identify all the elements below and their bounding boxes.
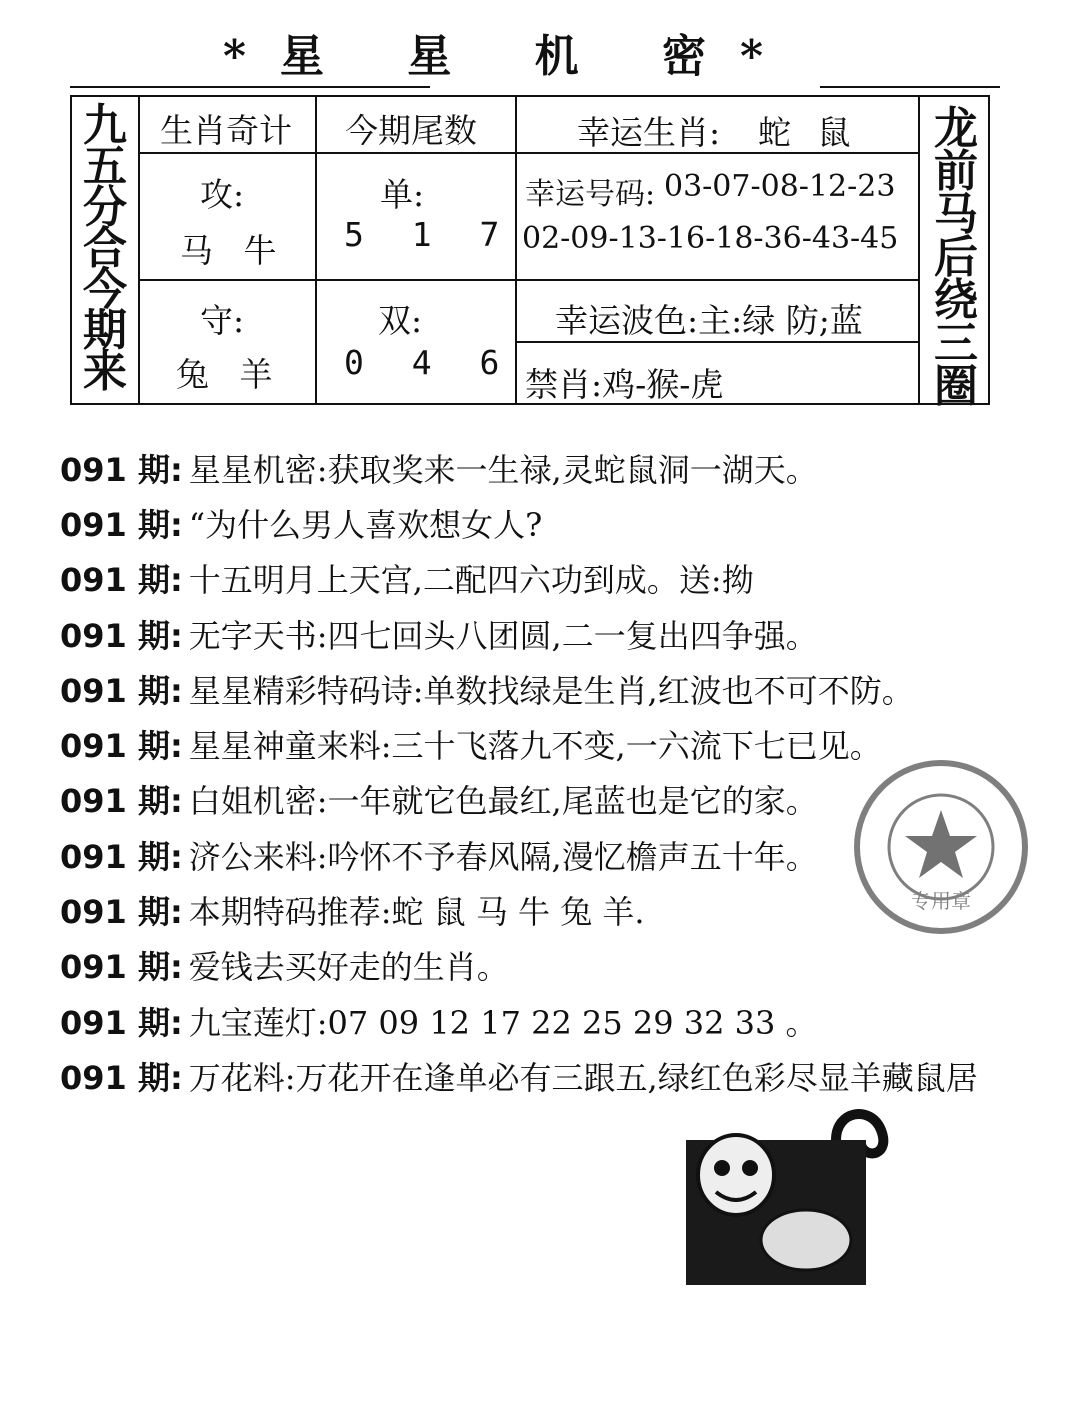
lucky-numbers-label: 幸运号码: xyxy=(525,177,656,212)
forbidden-zodiac: 禁肖:鸡-猴-虎 xyxy=(525,365,724,404)
info-table xyxy=(70,95,990,412)
lucky-numbers-row1: 03-07-08-12-23 xyxy=(664,169,896,204)
zodiac-header: 生肖奇计 xyxy=(160,111,292,150)
list-item: 091 期: 济公来料:吟怀不予春风隔,漫忆檐声五十年。 xyxy=(60,837,818,876)
title-rule-left xyxy=(70,86,430,88)
single-value: 5 1 7 xyxy=(344,215,514,254)
list-item: 091 期: 星星精彩特码诗:单数找绿是生肖,红波也不可不防。 xyxy=(60,671,914,710)
tail-header: 今期尾数 xyxy=(345,111,477,150)
divider xyxy=(315,97,317,403)
list-item: 091 期: 无字天书:四七回头八团圆,二一复出四争强。 xyxy=(60,616,818,655)
divider xyxy=(515,97,517,403)
monkey-illustration xyxy=(686,1100,916,1285)
double-value: 0 4 6 xyxy=(344,343,514,382)
list-item: 091 期: 十五明月上天宫,二配四六功到成。送:拗 xyxy=(60,561,754,600)
defend-label: 守: xyxy=(200,301,245,340)
attack-label: 攻: xyxy=(200,175,245,214)
divider xyxy=(515,279,918,281)
lucky-zodiac-label: 幸运生肖: xyxy=(577,113,721,152)
list-item: 091 期: 本期特码推荐:蛇 鼠 马 牛 兔 羊. xyxy=(60,893,645,932)
monkey-peach xyxy=(761,1210,851,1270)
list-item: 091 期: “为什么男人喜欢想女人? xyxy=(60,505,543,544)
left-vertical-slogan: 九五分合今期来 xyxy=(83,100,127,397)
seal-stamp xyxy=(852,758,1030,936)
divider xyxy=(918,97,920,403)
list-item: 091 期: 白姐机密:一年就它色最红,尾蓝也是它的家。 xyxy=(60,782,818,821)
lucky-zodiac-value: 蛇 鼠 xyxy=(758,113,859,152)
monkey-eye-right xyxy=(742,1160,758,1176)
lucky-numbers-row2: 02-09-13-16-18-36-43-45 xyxy=(522,221,899,256)
divider xyxy=(138,279,515,281)
monkey-face xyxy=(698,1135,774,1215)
list-item: 091 期: 星星机密:获取奖来一生禄,灵蛇鼠洞一湖天。 xyxy=(60,450,818,489)
list-item: 091 期: 万花料:万花开在逢单必有三跟五,绿红色彩尽显羊藏鼠居 xyxy=(60,1058,978,1097)
list-item: 091 期: 星星神童来料:三十飞落九不变,一六流下七已见。 xyxy=(60,727,882,766)
star-icon xyxy=(905,810,977,878)
attack-value: 马 牛 xyxy=(180,231,287,270)
defend-value: 兔 羊 xyxy=(176,355,283,394)
single-label: 单: xyxy=(380,175,425,214)
seal-label: 专用章 xyxy=(911,889,971,913)
page-title: *星 星 机 密* xyxy=(223,31,797,82)
double-label: 双: xyxy=(378,301,423,340)
title-rule-right xyxy=(820,86,1000,88)
list-item: 091 期: 九宝莲灯:07 09 12 17 22 25 29 32 33 。 xyxy=(60,1003,818,1042)
monkey-eye-left xyxy=(714,1160,730,1176)
list-item: 091 期: 爱钱去买好走的生肖。 xyxy=(60,948,509,987)
right-vertical-slogan: 龙前马后绕三圈 xyxy=(934,103,978,412)
lucky-wave-color: 幸运波色:主:绿 防;蓝 xyxy=(555,301,863,340)
divider xyxy=(138,97,140,403)
